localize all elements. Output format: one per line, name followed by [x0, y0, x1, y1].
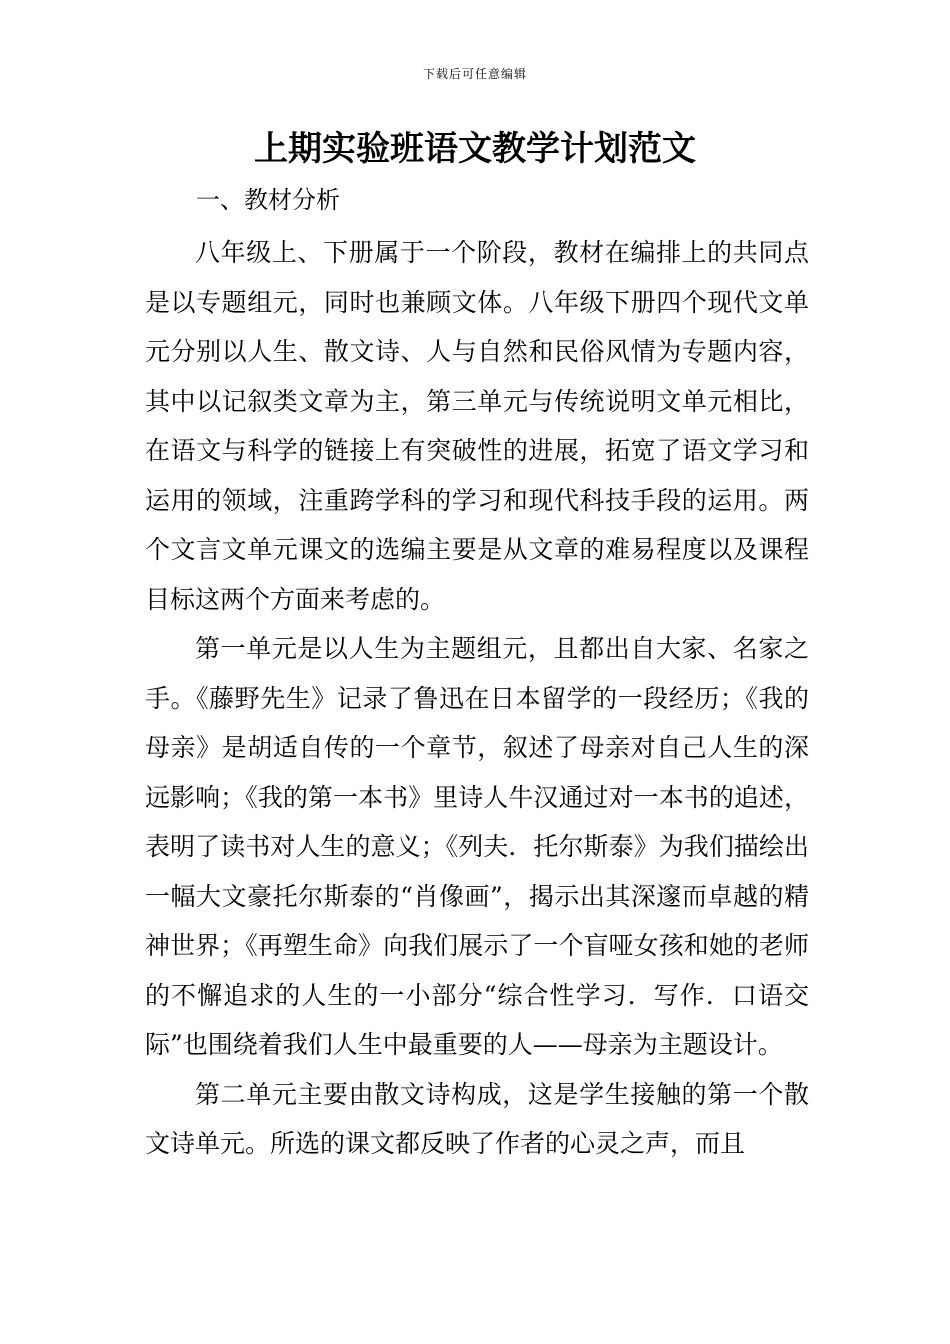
paragraph-1: 八年级上、下册属于一个阶段，教材在编排上的共同点是以专题组元，同时也兼顾文体。八年级下册四个现代文单元分别以人生、散文诗、人与自然和民俗风情为专题内容，其中以记叙类文章为主，第三单元与传统说明文单元相比，在语文与科学的链接上有突破性的进展，拓宽了语文学习和运用的领域，注重跨学科的学习和现代科技手段的运用。两个文言文单元课文的选编主要是从文章的难易程度以及课程目标这两个方面来考虑的。 [145, 238, 809, 614]
paragraph-3: 第二单元主要由散文诗构成，这是学生接触的第一个散文诗单元。所选的课文都反映了作者的心灵之声，而且 [145, 1079, 809, 1158]
document-body [145, 228, 809, 1169]
paragraph-2: 第一单元是以人生为主题组元，且都出自大家、名家之手。《藤野先生》记录了鲁迅在日本留学的一段经历；《我的母亲》是胡适自传的一个章节，叙述了母亲对自己人生的深远影响；《我的第一本书》里诗人牛汉通过对一本书的追述，表明了读书对人生的意义；《列夫．托尔斯泰》为我们描绘出一幅大文豪托尔斯泰的“肖像画”，揭示出其深邃而卓越的精神世界；《再塑生命》向我们展示了一个盲哑女孩和她的老师的不懈追求的人生的一小部分“综合性学习．写作．口语交际”也围绕着我们人生中最重要的人——母亲为主题设计。 [145, 634, 809, 1059]
header-note: 下载后可任意编辑 [422, 67, 527, 81]
section-heading: 一、教材分析 [196, 186, 340, 214]
document-title: 上期实验班语文教学计划范文 [254, 129, 696, 169]
